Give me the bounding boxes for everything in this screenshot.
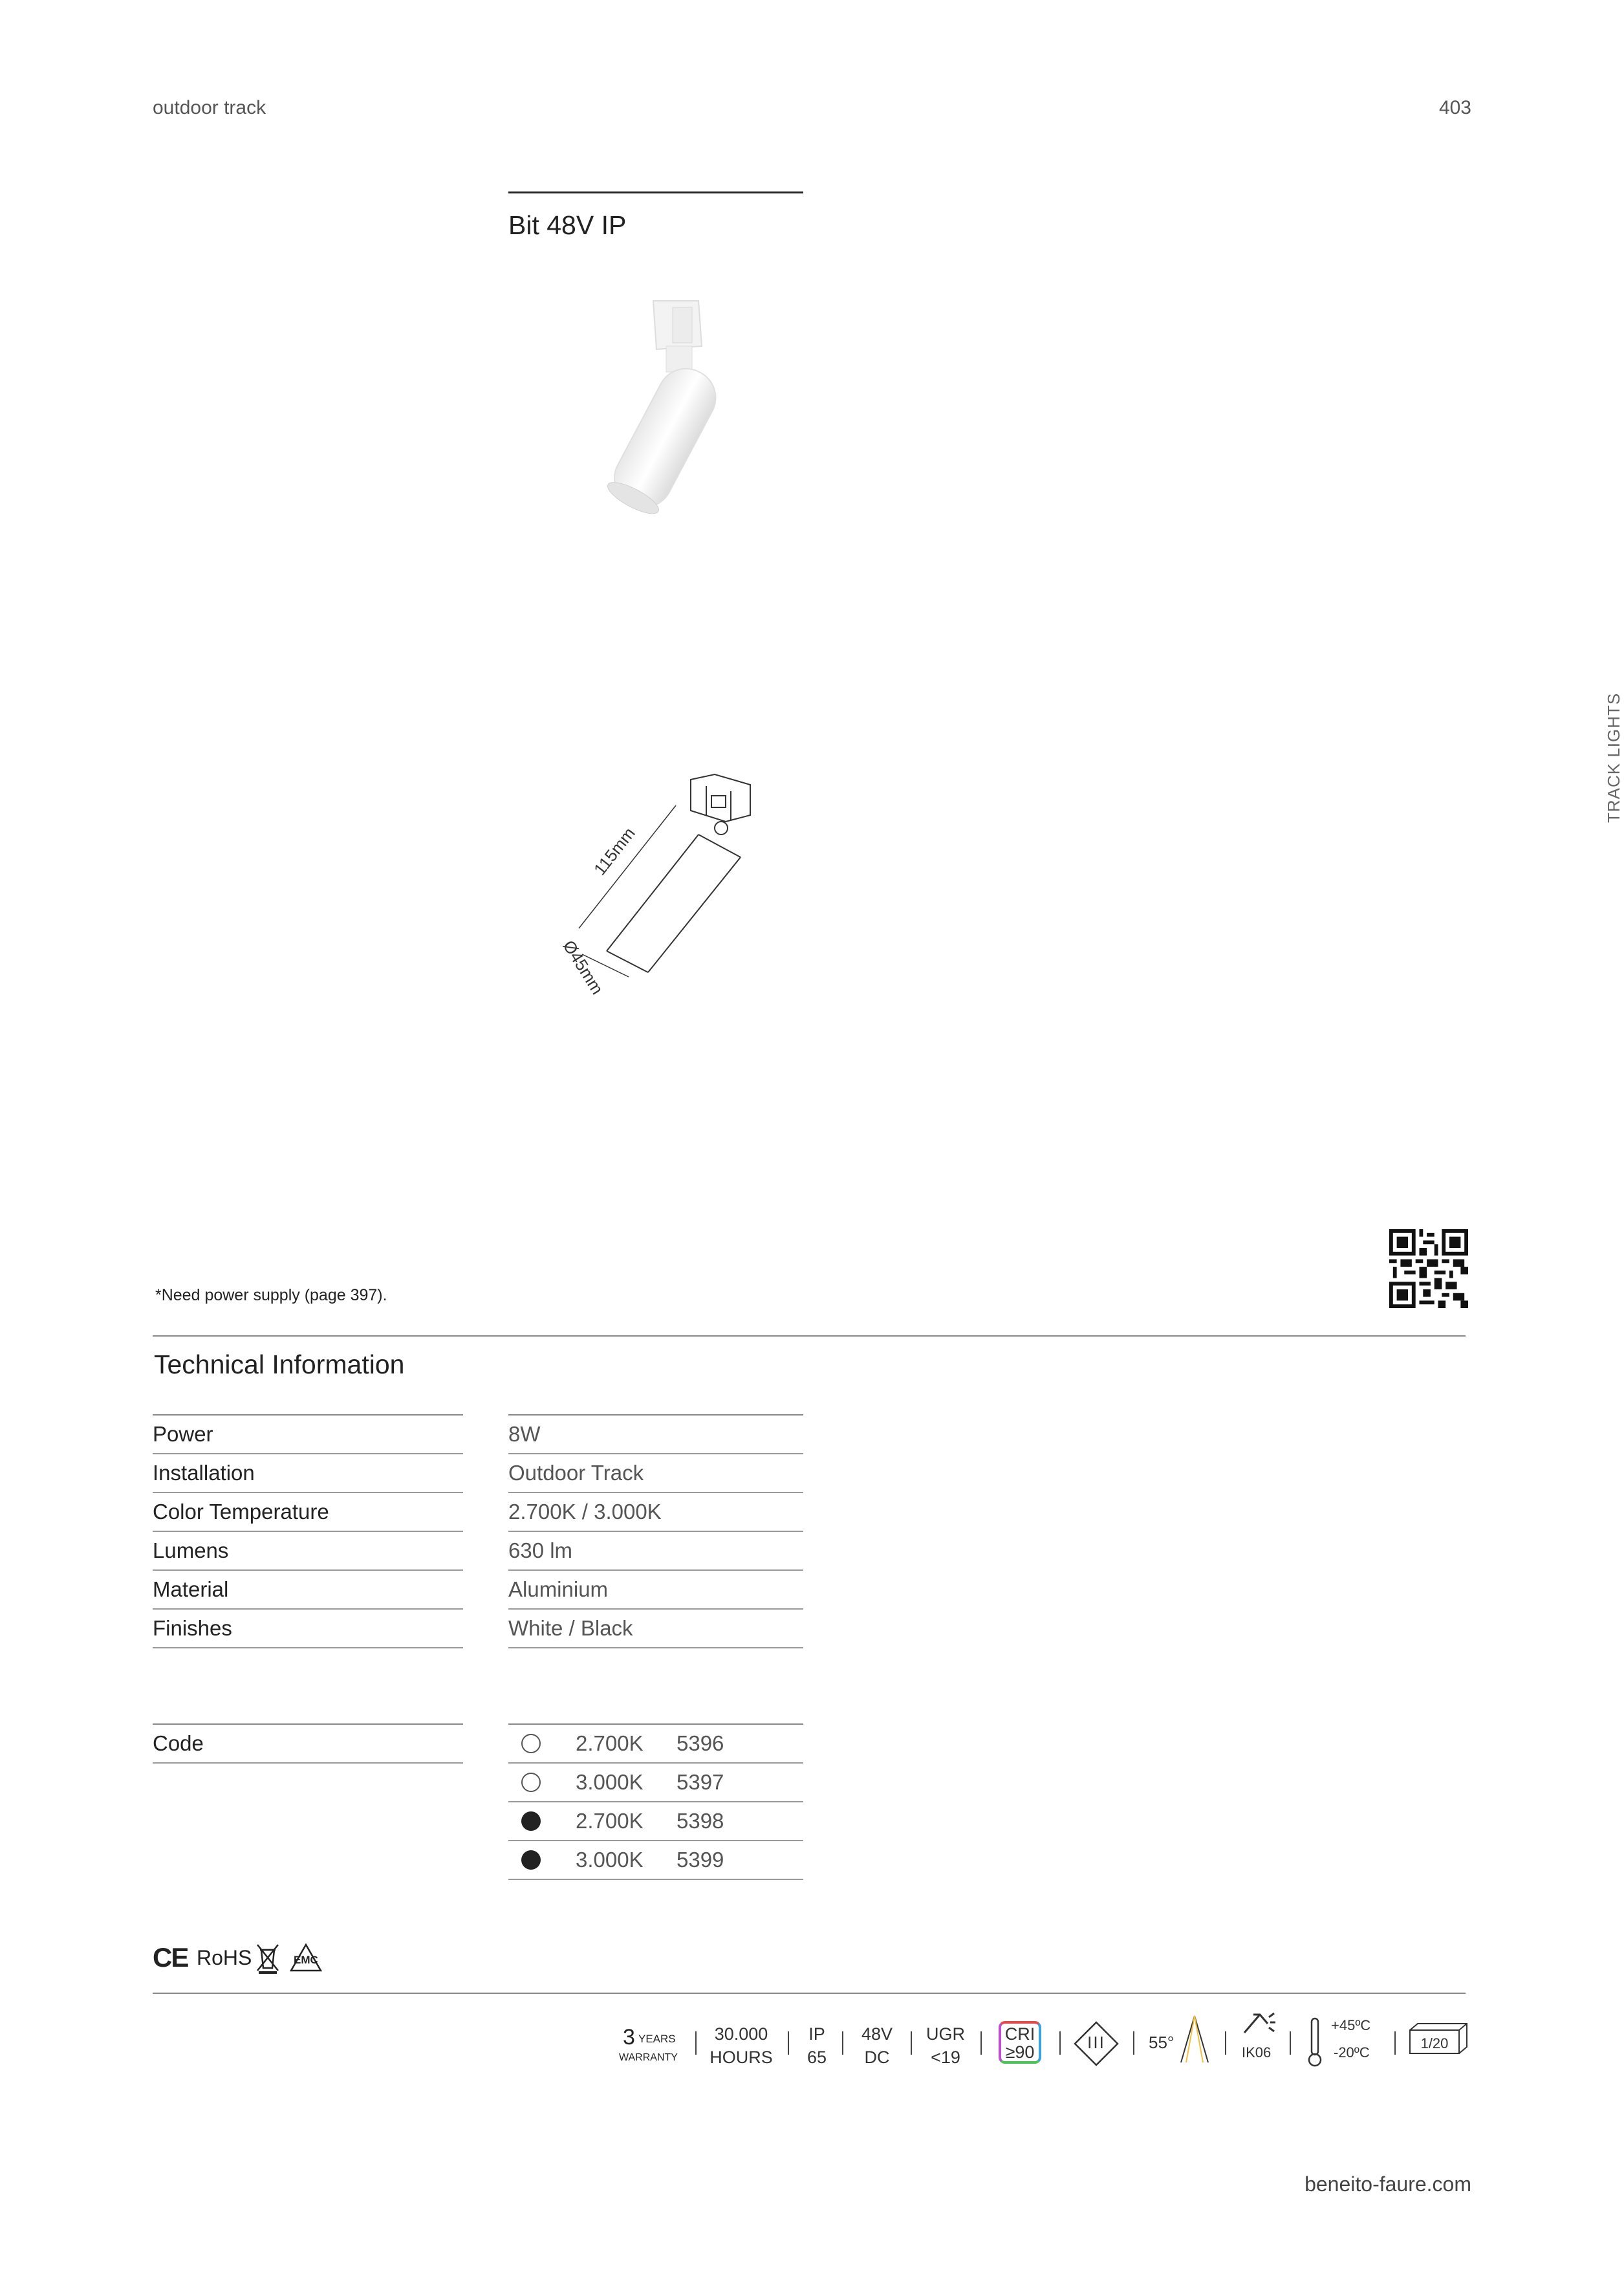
spec-label: Power [153, 1422, 213, 1446]
length-dimension: 115mm [590, 824, 639, 879]
ugr-value: <19 [931, 2048, 960, 2067]
spec-value: White / Black [508, 1616, 633, 1640]
product-title-rule [508, 191, 803, 193]
code-row [508, 1840, 803, 1880]
ip-label: IP [808, 2024, 825, 2044]
white-finish-icon [521, 1773, 541, 1792]
separator [1225, 2031, 1226, 2055]
badges-rule [153, 1993, 1466, 1994]
website[interactable]: beneito-faure.com [1305, 2172, 1471, 2196]
scale-label: 1/20 [1420, 2035, 1449, 2051]
ugr-label: UGR [926, 2024, 965, 2044]
spec-label: Finishes [153, 1616, 232, 1640]
hours-label: HOURS [709, 2048, 773, 2067]
code-row [508, 1723, 803, 1764]
spec-value: 8W [508, 1422, 541, 1446]
separator [842, 2031, 843, 2055]
emc-label: EMC [294, 1954, 318, 1966]
separator [911, 2031, 912, 2055]
white-finish-icon [521, 1734, 541, 1753]
ugr-badge [924, 2022, 968, 2069]
separator [1059, 2031, 1061, 2055]
voltage-badge [858, 2022, 896, 2069]
temp-min: -20ºC [1334, 2044, 1370, 2061]
spec-label: Installation [153, 1461, 255, 1485]
technical-title: Technical Information [154, 1350, 405, 1379]
separator [1133, 2031, 1134, 2055]
ip-badge [802, 2022, 832, 2069]
qr-code[interactable] [1389, 1229, 1468, 1308]
code-label: Code [153, 1731, 204, 1755]
separator [788, 2031, 789, 2055]
code-number: 5398 [677, 1809, 724, 1833]
spec-value: Aluminium [508, 1577, 609, 1601]
voltage-value: 48V [861, 2024, 893, 2044]
black-finish-icon [521, 1850, 541, 1870]
ce-mark-icon: CE [153, 1942, 188, 1973]
rohs-label: RoHS [197, 1946, 252, 1969]
beam-angle-label: 55° [1149, 2033, 1175, 2052]
code-number: 5397 [677, 1770, 724, 1794]
code-temp: 3.000K [576, 1770, 644, 1794]
hours-badge [709, 2022, 774, 2069]
product-image [569, 294, 763, 534]
spec-label: Material [153, 1577, 229, 1601]
thermometer-icon [1306, 2017, 1323, 2068]
technical-rule [153, 1335, 1466, 1337]
ik-label: IK06 [1242, 2044, 1272, 2061]
section-title: outdoor track [153, 97, 266, 118]
voltage-type: DC [864, 2048, 890, 2067]
spec-value: 2.700K / 3.000K [508, 1500, 662, 1524]
code-label-row [153, 1723, 463, 1764]
black-finish-icon [521, 1811, 541, 1831]
product-title: Bit 48V IP [508, 210, 627, 240]
separator [695, 2031, 697, 2055]
code-row [508, 1801, 803, 1841]
ip-value: 65 [807, 2048, 827, 2067]
class-label: III [1087, 2033, 1105, 2052]
code-number: 5399 [677, 1848, 724, 1872]
page-number: 403 [1438, 97, 1471, 118]
beam-angle-icon [1178, 2013, 1211, 2065]
diameter-dimension: Ø45mm [559, 937, 608, 998]
separator [1394, 2031, 1396, 2055]
power-supply-note: *Need power supply (page 397). [155, 1286, 387, 1304]
code-temp: 3.000K [576, 1848, 644, 1872]
code-temp: 2.700K [576, 1809, 644, 1833]
crossed-bin-icon [255, 1942, 281, 1974]
warranty-label: WARRANTY [619, 2052, 678, 2063]
hours-value: 30.000 [714, 2024, 768, 2044]
code-number: 5396 [677, 1731, 724, 1755]
cri-badge [999, 2021, 1041, 2064]
spec-value: 630 lm [508, 1538, 573, 1562]
cri-value: ≥90 [1005, 2042, 1035, 2062]
warranty-years: 3 [623, 2025, 635, 2050]
separator [980, 2031, 982, 2055]
code-row [508, 1762, 803, 1802]
warranty-badge [618, 2025, 682, 2070]
warranty-years-label: YEARS [638, 2033, 676, 2045]
spec-value: Outdoor Track [508, 1461, 644, 1485]
temp-max: +45ºC [1331, 2017, 1371, 2033]
code-temp: 2.700K [576, 1731, 644, 1755]
ik-impact-icon [1240, 2009, 1277, 2042]
spec-label: Lumens [153, 1538, 229, 1562]
side-tab: TRACK LIGHTS [1604, 692, 1623, 823]
separator [1290, 2031, 1291, 2055]
cri-label: CRI [1004, 2024, 1035, 2044]
spec-label: Color Temperature [153, 1500, 329, 1524]
